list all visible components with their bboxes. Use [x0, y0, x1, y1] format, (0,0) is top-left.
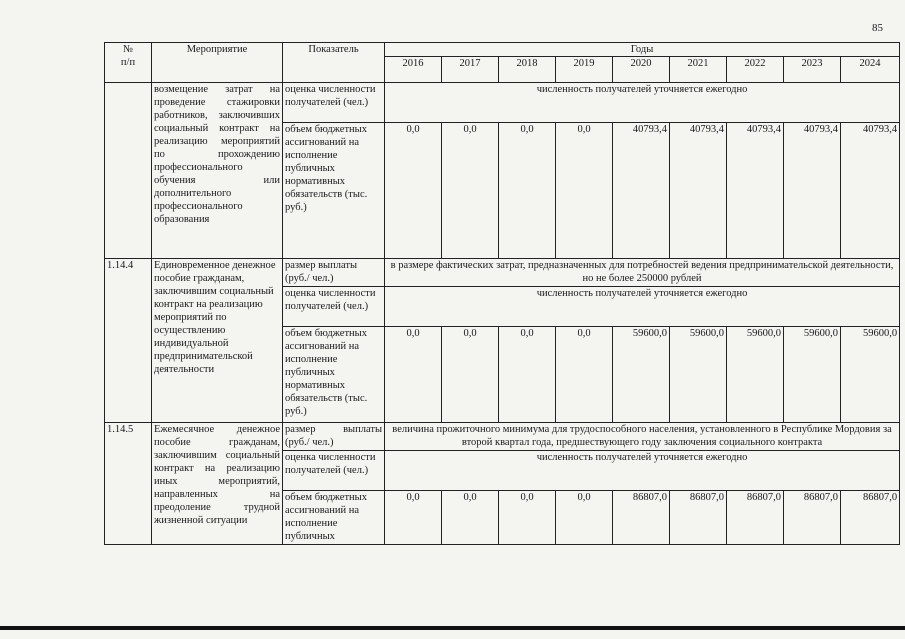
row-number: 1.14.5 [105, 423, 152, 545]
budget-value: 0,0 [385, 123, 442, 259]
indicator-label: размер выплаты (руб./ чел.) [283, 259, 385, 287]
budget-value: 40793,4 [784, 123, 841, 259]
budget-value: 0,0 [385, 327, 442, 423]
event-description: Ежемесячное денежное пособие гражданам, заключившим социальный контракт на реализацию иных мероприятий, направленных на преодоление трудной жизненной ситуации [152, 423, 283, 545]
budget-value: 59600,0 [841, 327, 900, 423]
indicator-label: оценка численности получателей (чел.) [283, 451, 385, 491]
year-cell: 2017 [442, 57, 499, 83]
count-note: численность получателей уточняется ежегодно [385, 451, 900, 491]
indicator-label: размер выплаты (руб./ чел.) [283, 423, 385, 451]
budget-value: 59600,0 [670, 327, 727, 423]
budget-value: 86807,0 [727, 491, 784, 545]
row-number [105, 83, 152, 259]
indicator-label: оценка численности получателей (чел.) [283, 83, 385, 123]
budget-value: 59600,0 [727, 327, 784, 423]
bottom-border [0, 626, 905, 630]
year-cell: 2022 [727, 57, 784, 83]
budget-value: 86807,0 [784, 491, 841, 545]
year-cell: 2021 [670, 57, 727, 83]
budget-value: 0,0 [385, 491, 442, 545]
indicator-label: объем бюджетных ассигнований на исполнение публичных [283, 491, 385, 545]
year-cell: 2018 [499, 57, 556, 83]
program-table [104, 42, 900, 545]
budget-value: 86807,0 [670, 491, 727, 545]
year-cell: 2023 [784, 57, 841, 83]
budget-value: 40793,4 [727, 123, 784, 259]
header-indicator: Показатель [283, 43, 385, 83]
budget-value: 0,0 [556, 491, 613, 545]
indicator-label: оценка численности получателей (чел.) [283, 287, 385, 327]
year-cell: 2016 [385, 57, 442, 83]
budget-value: 86807,0 [613, 491, 670, 545]
event-description: Единовременное денежное пособие гражданам, заключившим социальный контракт на реализацию мероприятий по осуществлению индивидуальной предпринимательской деятельности [152, 259, 283, 423]
payment-note: в размере фактических затрат, предназначенных для потребностей ведения предпринимательской деятельности, но не более 250000 рублей [385, 259, 900, 287]
header-event: Мероприятие [152, 43, 283, 83]
year-cell: 2024 [841, 57, 900, 83]
budget-value: 59600,0 [784, 327, 841, 423]
budget-value: 0,0 [499, 327, 556, 423]
count-note: численность получателей уточняется ежегодно [385, 83, 900, 123]
budget-value: 0,0 [499, 491, 556, 545]
event-description: возмещение затрат на проведение стажировки работников, заключивших социальный контракт на реализацию мероприятий по прохождению профессионального обучения или дополнительного профессионального образования [152, 83, 283, 259]
budget-value: 59600,0 [613, 327, 670, 423]
year-cell: 2019 [556, 57, 613, 83]
payment-note: величина прожиточного минимума для трудоспособного населения, установленного в Республике Мордовия за второй квартал года, предшествующего году заключения социального контракта [385, 423, 900, 451]
header-years: Годы [385, 43, 900, 57]
budget-value: 0,0 [556, 123, 613, 259]
count-note: численность получателей уточняется ежегодно [385, 287, 900, 327]
budget-value: 0,0 [442, 327, 499, 423]
budget-value: 40793,4 [841, 123, 900, 259]
header-no: № п/п [105, 43, 152, 83]
budget-value: 40793,4 [670, 123, 727, 259]
page-number: 85 [872, 22, 883, 34]
indicator-label: объем бюджетных ассигнований на исполнение публичных нормативных обязательств (тыс. руб.) [283, 327, 385, 423]
budget-value: 40793,4 [613, 123, 670, 259]
year-cell: 2020 [613, 57, 670, 83]
budget-value: 0,0 [499, 123, 556, 259]
indicator-label: объем бюджетных ассигнований на исполнение публичных нормативных обязательств (тыс. руб.) [283, 123, 385, 259]
budget-value: 0,0 [442, 123, 499, 259]
budget-value: 0,0 [556, 327, 613, 423]
budget-value: 0,0 [442, 491, 499, 545]
budget-value: 86807,0 [841, 491, 900, 545]
row-number: 1.14.4 [105, 259, 152, 423]
